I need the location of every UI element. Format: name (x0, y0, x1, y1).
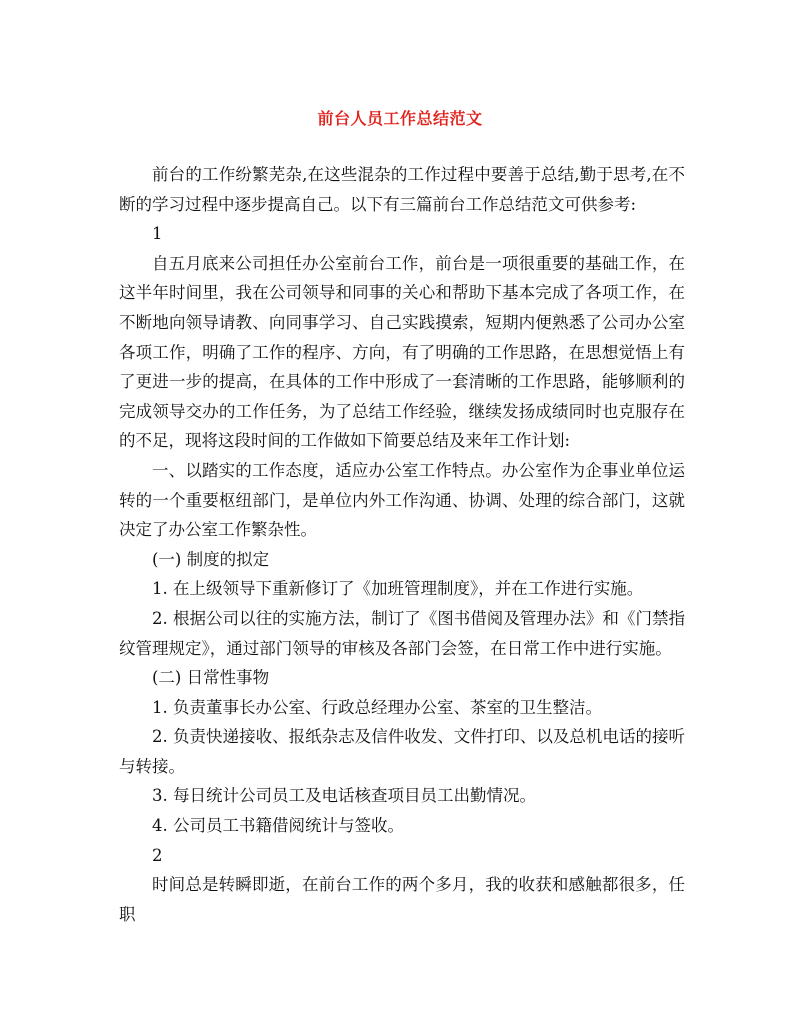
subheading: (二) 日常性事物 (152, 668, 270, 688)
document-title: 前台人员工作总结范文 (317, 109, 483, 128)
intro-paragraph: 前台的工作纷繁芜杂,在这些混杂的工作过程中要善于总结,勤于思考,在不断的学习过程中逐步提高自己。以下有三篇前台工作总结范文可供参考: (119, 165, 685, 214)
list-item: 4. 公司员工书籍借阅统计与签收。 (152, 816, 404, 836)
list-item: 2. 根据公司以往的实施方法，制订了《图书借阅及管理办法》和《门禁指纹管理规定》，通过部门领导的审核及各部门会签，在日常工作中进行实施。 (119, 608, 685, 658)
subheading: (一) 制度的拟定 (152, 549, 270, 569)
section-number-1: 1 (152, 224, 163, 244)
paragraph: 时间总是转瞬即逝，在前台工作的两个多月，我的收获和感触都很多，任职 (119, 875, 685, 924)
list-item: 1. 在上级领导下重新修订了《加班管理制度》，并在工作进行实施。 (152, 579, 644, 599)
section-number-2: 2 (152, 845, 163, 865)
paragraph: 自五月底来公司担任办公室前台工作，前台是一项很重要的基础工作，在这半年时间里，我在公司领导和同事的关心和帮助下基本完成了各项工作，在不断地向领导请教、向同事学习、自己实践摸索，短期内便熟悉了公司办公室各项工作，明确了工作的程序、方向，有了明确的工作思路，在思想觉悟上有了更进一步的提高，在具体的工作中形成了一套清晰的工作思路，能够顺利的完成领导交办的工作任务，为了总结工作经验，继续发扬成绩同时也克服存在的不足，现将这段时间的工作做如下简要总结及来年工作计划: (119, 253, 685, 451)
list-item: 3. 每日统计公司员工及电话核查项目员工出勤情况。 (152, 786, 536, 806)
paragraph: 一、以踏实的工作态度，适应办公室工作特点。办公室作为企事业单位运转的一个重要枢纽部门，是单位内外工作沟通、协调、处理的综合部门，这就决定了办公室工作繁杂性。 (119, 460, 685, 540)
document-body (119, 160, 685, 929)
list-item: 2. 负责快递接收、报纸杂志及信件收发、文件打印、以及总机电话的接听与转接。 (119, 727, 685, 776)
list-item: 1. 负责董事长办公室、行政总经理办公室、茶室的卫生整洁。 (152, 697, 602, 717)
